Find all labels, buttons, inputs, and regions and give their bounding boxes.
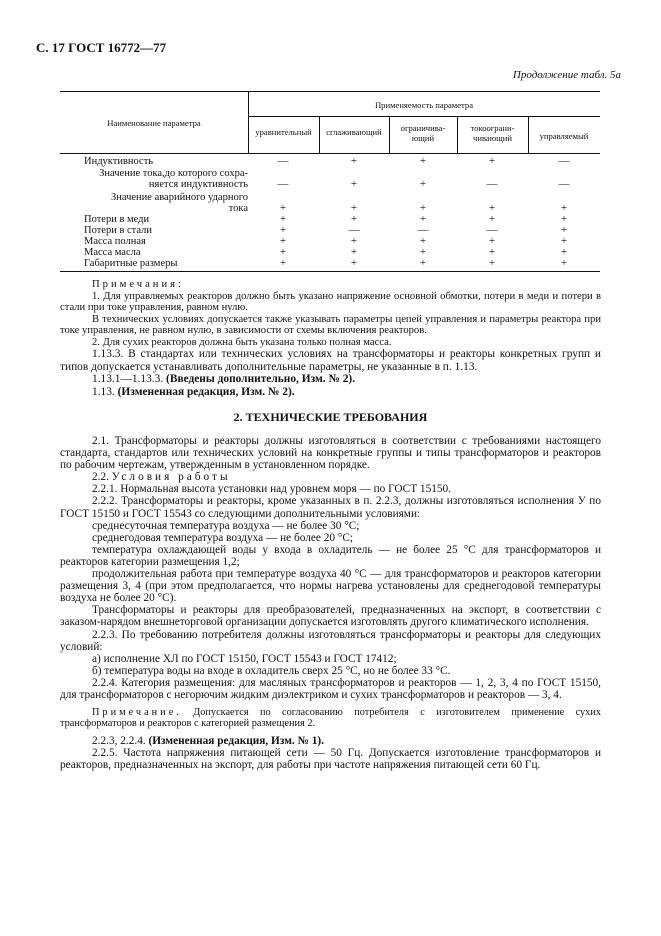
table-cell: + — [419, 257, 427, 269]
table-row-label: Потери в стали — [84, 225, 153, 236]
amendment-note-2-2-3 — [60, 735, 601, 747]
table-cell: + — [419, 202, 427, 214]
table-cell: + — [419, 235, 427, 247]
amendment-ref: 1.13.1—1.13.3. — [92, 373, 167, 385]
note-2-2-4 — [60, 707, 601, 730]
paragraph-1-13-3: 1.13.3. В стандартах или технических условиях на трансформаторы и реакторы конкретных групп и типов допускается устанавливать дополнительные параметры, не указанные в п. 1.13. — [60, 348, 601, 373]
condition-3: температура охлаждающей воды у входа в охладитель — не более 25 °С для трансформаторов и реакторов категории размещения 1,2; — [60, 543, 601, 568]
table-cell: + — [279, 224, 287, 236]
amendment-note-1-13 — [60, 386, 601, 399]
amendment-label: (Введены дополнительно, Изм. № 2). — [166, 373, 356, 385]
table-cell: + — [488, 257, 496, 269]
table-row-label: Значение аварийного ударного тока — [110, 192, 248, 214]
table-cell: + — [560, 246, 568, 258]
table-bottom-rule — [60, 271, 600, 272]
table-cell: + — [350, 213, 358, 225]
paragraph-2-2-2: 2.2.2. Трансформаторы и реакторы, кроме указанных в п. 2.2.3, должны изготовляться исполнения У по ГОСТ 15150 и ГОСТ 15543 со следующими дополнительными условиями: — [60, 495, 601, 520]
clause-number: 2.2. — [92, 471, 112, 484]
table-cell: — — [558, 178, 570, 190]
group-header-rule — [248, 116, 600, 117]
table-cell: + — [560, 202, 568, 214]
table-cell: — — [417, 224, 429, 236]
table-cell: + — [488, 202, 496, 214]
paragraph-2-2-3: 2.2.3. По требованию потребителя должны изготовляться трансформаторы и реакторы для следующих условий: — [60, 628, 601, 653]
condition-4: продолжительная работа при температуре воздуха 40 °С — для трансформаторов и реакторов категории размещения 3, 4 (при этом предполагается, что нормы нагрева установлены для среднегодовой температуры воздуха не более 20 °С). — [60, 568, 601, 605]
amendment-ref: 1.13. — [92, 385, 118, 398]
table-cell: + — [350, 246, 358, 258]
page-header: С. 17 ГОСТ 16772—77 — [36, 40, 167, 55]
paragraph-2-1: 2.1. Трансформаторы и реакторы должны изготовляться в соответствии с требованиями настоящего стандарта, стандартов или технических условий на конкретные группы и типы трансформаторов и реакторов по рабочим чертежам, утвержденным в установленном порядке. — [60, 435, 601, 472]
note-1b: В технических условиях допускается также указывать параметры цепей управления и параметры реактора при токе управления, не равном нулю, в зависимости от схемы включения реакторов. — [60, 313, 601, 336]
table-cell: + — [419, 155, 427, 167]
table-cell: + — [488, 213, 496, 225]
table-cell: + — [488, 235, 496, 247]
column-header-limiting: ограничива- ющий — [400, 123, 446, 143]
table-cell: + — [560, 224, 568, 236]
table-cell: — — [277, 178, 289, 190]
note-label: Примечание. — [92, 707, 182, 719]
table-cell: + — [350, 235, 358, 247]
table-row-label: Габаритные размеры — [84, 258, 178, 269]
table-cell: + — [560, 257, 568, 269]
table-cell: — — [486, 178, 498, 190]
table-cell: + — [560, 235, 568, 247]
table-cell: + — [279, 213, 287, 225]
column-header-smoothing: сглаживающий — [326, 127, 382, 137]
section-title: 2. ТЕХНИЧЕСКИЕ ТРЕБОВАНИЯ — [233, 410, 428, 424]
amendment-note-1-13-1 — [60, 373, 601, 386]
amendment-label: (Измененная редакция, Изм. № 2). — [117, 385, 295, 398]
amendment-label: (Измененная редакция, Изм. № 1). — [148, 734, 324, 747]
amendment-ref: 2.2.3, 2.2.4. — [92, 734, 149, 747]
table-notes — [60, 279, 601, 398]
column-header-current-limiting: токоограни- чивающий — [470, 123, 515, 143]
table-cell: + — [350, 202, 358, 214]
condition-2: среднегодовая температура воздуха — не более 20 °С; — [92, 531, 354, 544]
table-row-label: Масса масла — [84, 247, 141, 258]
table-cell: — — [277, 155, 289, 167]
table-cell: — — [558, 155, 570, 167]
column-header-controlled: управляемый — [539, 131, 589, 141]
table-cell: + — [488, 155, 496, 167]
table-cell: + — [350, 257, 358, 269]
table-cell: + — [279, 246, 287, 258]
table-row-label: Значение тока,до которого сохра- няется индуктивность — [99, 168, 248, 190]
paragraph-2-2-1: 2.2.1. Нормальная высота установки над уровнем моря — по ГОСТ 15150. — [92, 483, 451, 496]
note-text: Допускается по согласованию потребителя с изготовителем применение сухих трансформаторов и реакторов с категорией размещения 2. — [60, 707, 601, 730]
table-cell: — — [486, 224, 498, 236]
column-header-equalizing: уравнительный — [255, 127, 312, 137]
table-top-rule — [60, 91, 600, 92]
table-cell: + — [488, 246, 496, 258]
table-row-label: Потери в меди — [84, 214, 150, 225]
clause-title: Условия работы — [111, 471, 231, 484]
table-cell: + — [279, 235, 287, 247]
table-cell: + — [350, 178, 358, 190]
section-body — [60, 435, 601, 771]
table-cell: + — [419, 213, 427, 225]
condition-1: среднесуточная температура воздуха — не более 30 °С; — [92, 519, 360, 532]
header-bottom-rule — [60, 153, 600, 154]
param-column-header: Наименование параметра — [107, 118, 201, 128]
table-row-label: Масса полная — [84, 236, 146, 247]
condition-b: б) температура воды на входе в охладитель сверх 25 °С, но не более 33 °С. — [92, 664, 451, 677]
condition-5: Трансформаторы и реакторы для преобразователей, предназначенных на экспорт, в соответствии с заказом-нарядом внешнеторговой организации допускается изготовлять другого климатического исполнения. — [60, 604, 601, 629]
table-continuation-caption: Продолжение табл. 5а — [512, 69, 621, 81]
table-cell: + — [419, 246, 427, 258]
notes-title: Примечания: — [92, 279, 184, 290]
table-cell: — — [348, 224, 360, 236]
applicability-group-header: Применяемость параметра — [374, 100, 474, 110]
table-cell: + — [279, 202, 287, 214]
table-cell: + — [279, 257, 287, 269]
condition-a: а) исполнение ХЛ по ГОСТ 15150, ГОСТ 15543 и ГОСТ 17412; — [92, 652, 397, 665]
note-2: 2. Для сухих реакторов должна быть указана только полная масса. — [92, 336, 392, 348]
table-row-label: Индуктивность — [84, 156, 154, 167]
table-cell: + — [350, 155, 358, 167]
paragraph-2-2-4: 2.2.4. Категория размещения: для масляных трансформаторов и реакторов — 1, 2, 3, 4 по ГОСТ 15150, для трансформаторов с негорючим жидким диэлектриком и сухих трансформаторов и реакторов — 3, 4. — [60, 676, 601, 701]
paragraph-2-2-5: 2.2.5. Частота напряжения питающей сети — 50 Гц. Допускается изготовление трансформаторов и реакторов, предназначенных на экспорт, для работы при частоте напряжения питающей сети 60 Гц. — [60, 746, 601, 772]
table-cell: + — [560, 213, 568, 225]
table-cell: + — [419, 178, 427, 190]
note-1: 1. Для управляемых реакторов должно быть указано напряжение основной обмотки, потери в меди и потери в стали при токе управления, равном нулю. — [60, 290, 601, 313]
paragraph-2-2 — [60, 471, 601, 483]
